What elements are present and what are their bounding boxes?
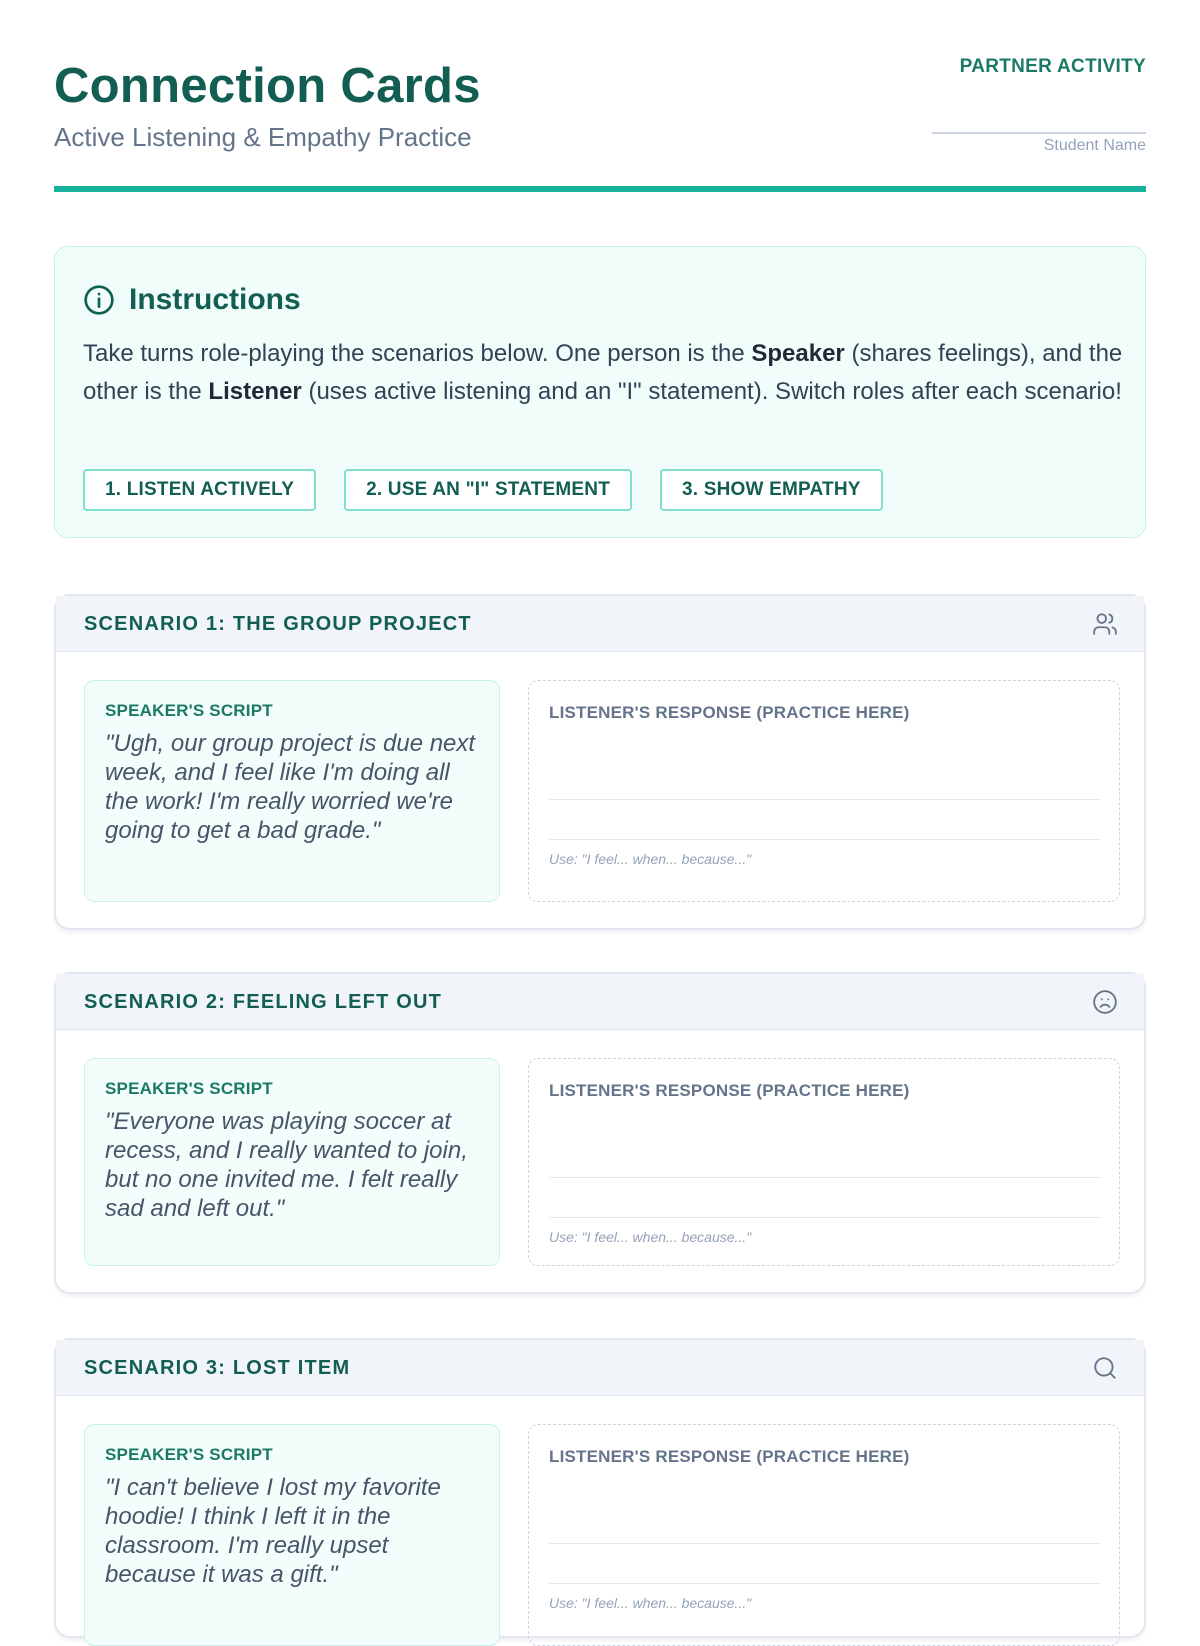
response-hint: Use: "I feel... when... because..." — [549, 1229, 752, 1245]
scenario-header — [56, 974, 1144, 1030]
speaker-role: Speaker — [751, 340, 845, 367]
speaker-script-text: "I can't believe I lost my favorite hoodie! I think I left it in the classroom. I'm really upset because it was a gift." — [105, 1474, 441, 1588]
instructions-text — [83, 335, 1123, 411]
scenario-card-2 — [54, 972, 1146, 1294]
scenario-card-1 — [54, 594, 1146, 930]
response-writing-line[interactable] — [549, 1217, 1101, 1218]
student-name-line[interactable] — [932, 132, 1146, 134]
student-name-label: Student Name — [1043, 137, 1146, 154]
step-badge: 2. USE AN "I" STATEMENT — [344, 469, 632, 511]
worksheet-page — [54, 0, 1146, 1611]
instructions-heading — [83, 283, 301, 317]
speaker-script-label: SPEAKER'S SCRIPT — [105, 1445, 273, 1464]
page-title: Connection Cards — [54, 59, 481, 113]
instructions-title: Instructions — [129, 283, 301, 316]
frown-icon — [1092, 989, 1118, 1015]
listener-response-box[interactable] — [528, 680, 1120, 902]
header-divider — [54, 186, 1146, 192]
listener-role: Listener — [208, 378, 302, 405]
speaker-script-text: "Everyone was playing soccer at recess, and I really wanted to join, but no one invited me. I felt really sad and left out." — [105, 1108, 468, 1222]
page-subtitle: Active Listening & Empathy Practice — [54, 122, 472, 152]
speaker-script-box — [84, 680, 500, 902]
info-icon — [83, 284, 115, 316]
step-badge: 1. LISTEN ACTIVELY — [83, 469, 316, 511]
users-icon — [1092, 611, 1118, 637]
speaker-script-box — [84, 1058, 500, 1266]
scenario-header — [56, 596, 1144, 652]
response-hint: Use: "I feel... when... because..." — [549, 1595, 752, 1611]
response-writing-line[interactable] — [549, 799, 1101, 800]
scenario-title: SCENARIO 2: FEELING LEFT OUT — [84, 991, 443, 1013]
response-writing-line[interactable] — [549, 839, 1101, 840]
scenario-card-3 — [54, 1338, 1146, 1638]
step-badge: 3. SHOW EMPATHY — [660, 469, 883, 511]
scenario-title: SCENARIO 1: THE GROUP PROJECT — [84, 613, 472, 635]
response-writing-line[interactable] — [549, 1583, 1101, 1584]
steps-list — [83, 469, 911, 511]
scenario-title: SCENARIO 3: LOST ITEM — [84, 1357, 351, 1379]
speaker-script-text: "Ugh, our group project is due next week, and I feel like I'm doing all the work! I'm really worried we're going to get a bad grade." — [105, 730, 476, 844]
speaker-script-box — [84, 1424, 500, 1646]
worksheet-header — [54, 0, 1146, 192]
scenario-header — [56, 1340, 1144, 1396]
instructions-text-part: (uses active listening and an "I" statement). Switch roles after each scenario! — [301, 378, 1122, 405]
speaker-script-label: SPEAKER'S SCRIPT — [105, 1079, 273, 1098]
speaker-script-label: SPEAKER'S SCRIPT — [105, 701, 273, 720]
listener-response-label: LISTENER'S RESPONSE (PRACTICE HERE) — [549, 1081, 910, 1100]
response-writing-line[interactable] — [549, 1543, 1101, 1544]
instructions-text-part: (shares feelings), and the other is the — [83, 340, 1123, 405]
instructions-panel — [54, 246, 1146, 538]
listener-response-label: LISTENER'S RESPONSE (PRACTICE HERE) — [549, 1447, 910, 1466]
response-writing-line[interactable] — [549, 1177, 1101, 1178]
instructions-text-part: Take turns role-playing the scenarios below. One person is the — [83, 340, 752, 367]
listener-response-box[interactable] — [528, 1424, 1120, 1646]
activity-type-label: PARTNER ACTIVITY — [959, 56, 1146, 77]
listener-response-box[interactable] — [528, 1058, 1120, 1266]
response-hint: Use: "I feel... when... because..." — [549, 851, 752, 867]
search-icon — [1092, 1355, 1118, 1381]
listener-response-label: LISTENER'S RESPONSE (PRACTICE HERE) — [549, 703, 910, 722]
